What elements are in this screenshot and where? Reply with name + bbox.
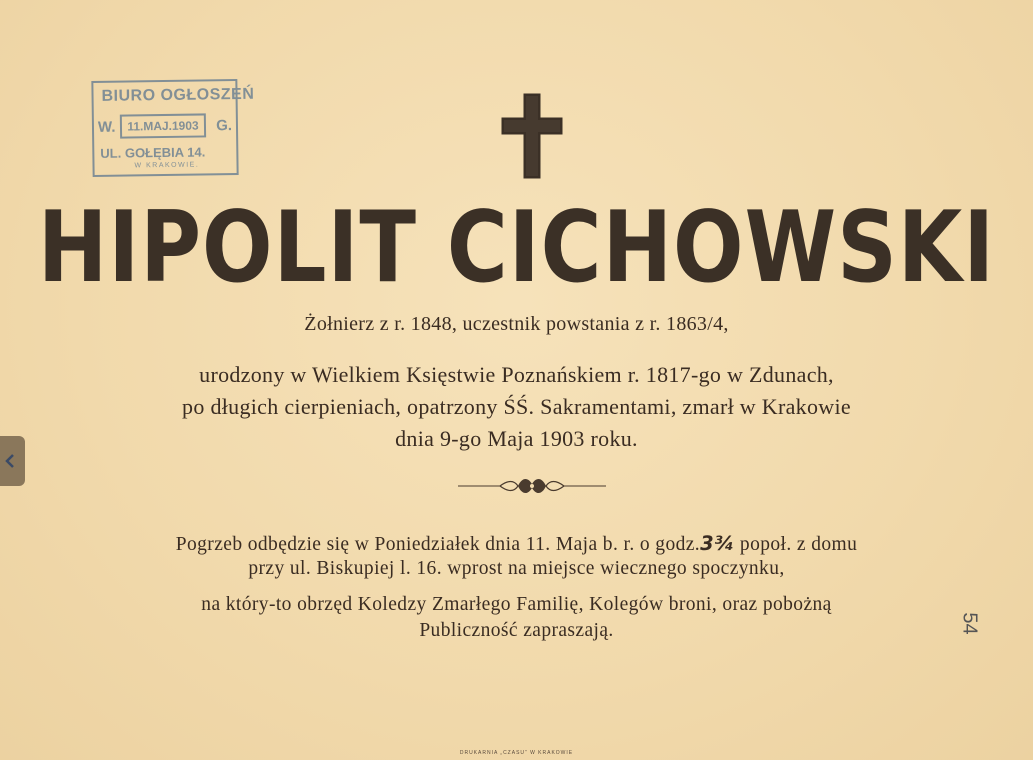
- bio-line-3: dnia 9-go Maja 1903 roku.: [395, 426, 638, 451]
- stamp-line4: W KRAKOWIE.: [134, 161, 200, 170]
- ornament-divider-icon: [456, 474, 608, 498]
- stamp-line1: BIURO OGŁOSZEŃ: [101, 85, 255, 105]
- nav-previous-tab[interactable]: [0, 436, 25, 486]
- funeral-line-1: [0, 532, 1033, 556]
- pencil-page-number: 54: [958, 612, 981, 635]
- bio-line-2: po długich cierpieniach, opatrzony ŚŚ. Sakramentami, zmarł w Krakowie: [182, 394, 851, 419]
- bio-line-1: urodzony w Wielkiem Księstwie Poznańskiem r. 1817-go w Zdunach,: [199, 362, 834, 387]
- printer-imprint: DRUKARNIA „CZASU“ W KRAKOWIE: [459, 750, 574, 756]
- funeral-line-4: Publiczność zapraszają.: [419, 620, 614, 641]
- deceased-name: HIPOLIT CICHOWSKI: [37, 190, 996, 305]
- stamp-date: 11.MAJ.1903: [120, 113, 206, 138]
- funeral-line-2: przy ul. Biskupiej l. 16. wprost na miejsce wiecznego spoczynku,: [248, 558, 785, 579]
- office-stamp: [91, 79, 255, 177]
- stamp-line2-right: G.: [216, 117, 233, 135]
- stamp-line3: UL. GOŁĘBIA 14.: [100, 144, 206, 161]
- funeral-line-3: na który-to obrzęd Koledzy Zmarłego Familię, Kolegów broni, oraz pobożną: [201, 594, 832, 615]
- cross-icon: [500, 92, 564, 180]
- funeral-line-1-end: popoł. z domu: [734, 534, 858, 555]
- handwritten-time: 3¾: [700, 532, 735, 555]
- chevron-left-icon: [3, 453, 17, 469]
- stamp-line2-left: W.: [97, 118, 116, 136]
- funeral-line-1-text: Pogrzeb odbędzie się w Poniedziałek dnia 11. Maja b. r. o godz.: [175, 534, 701, 555]
- subtitle: Żołnierz z r. 1848, uczestnik powstania z r. 1863/4,: [304, 313, 729, 335]
